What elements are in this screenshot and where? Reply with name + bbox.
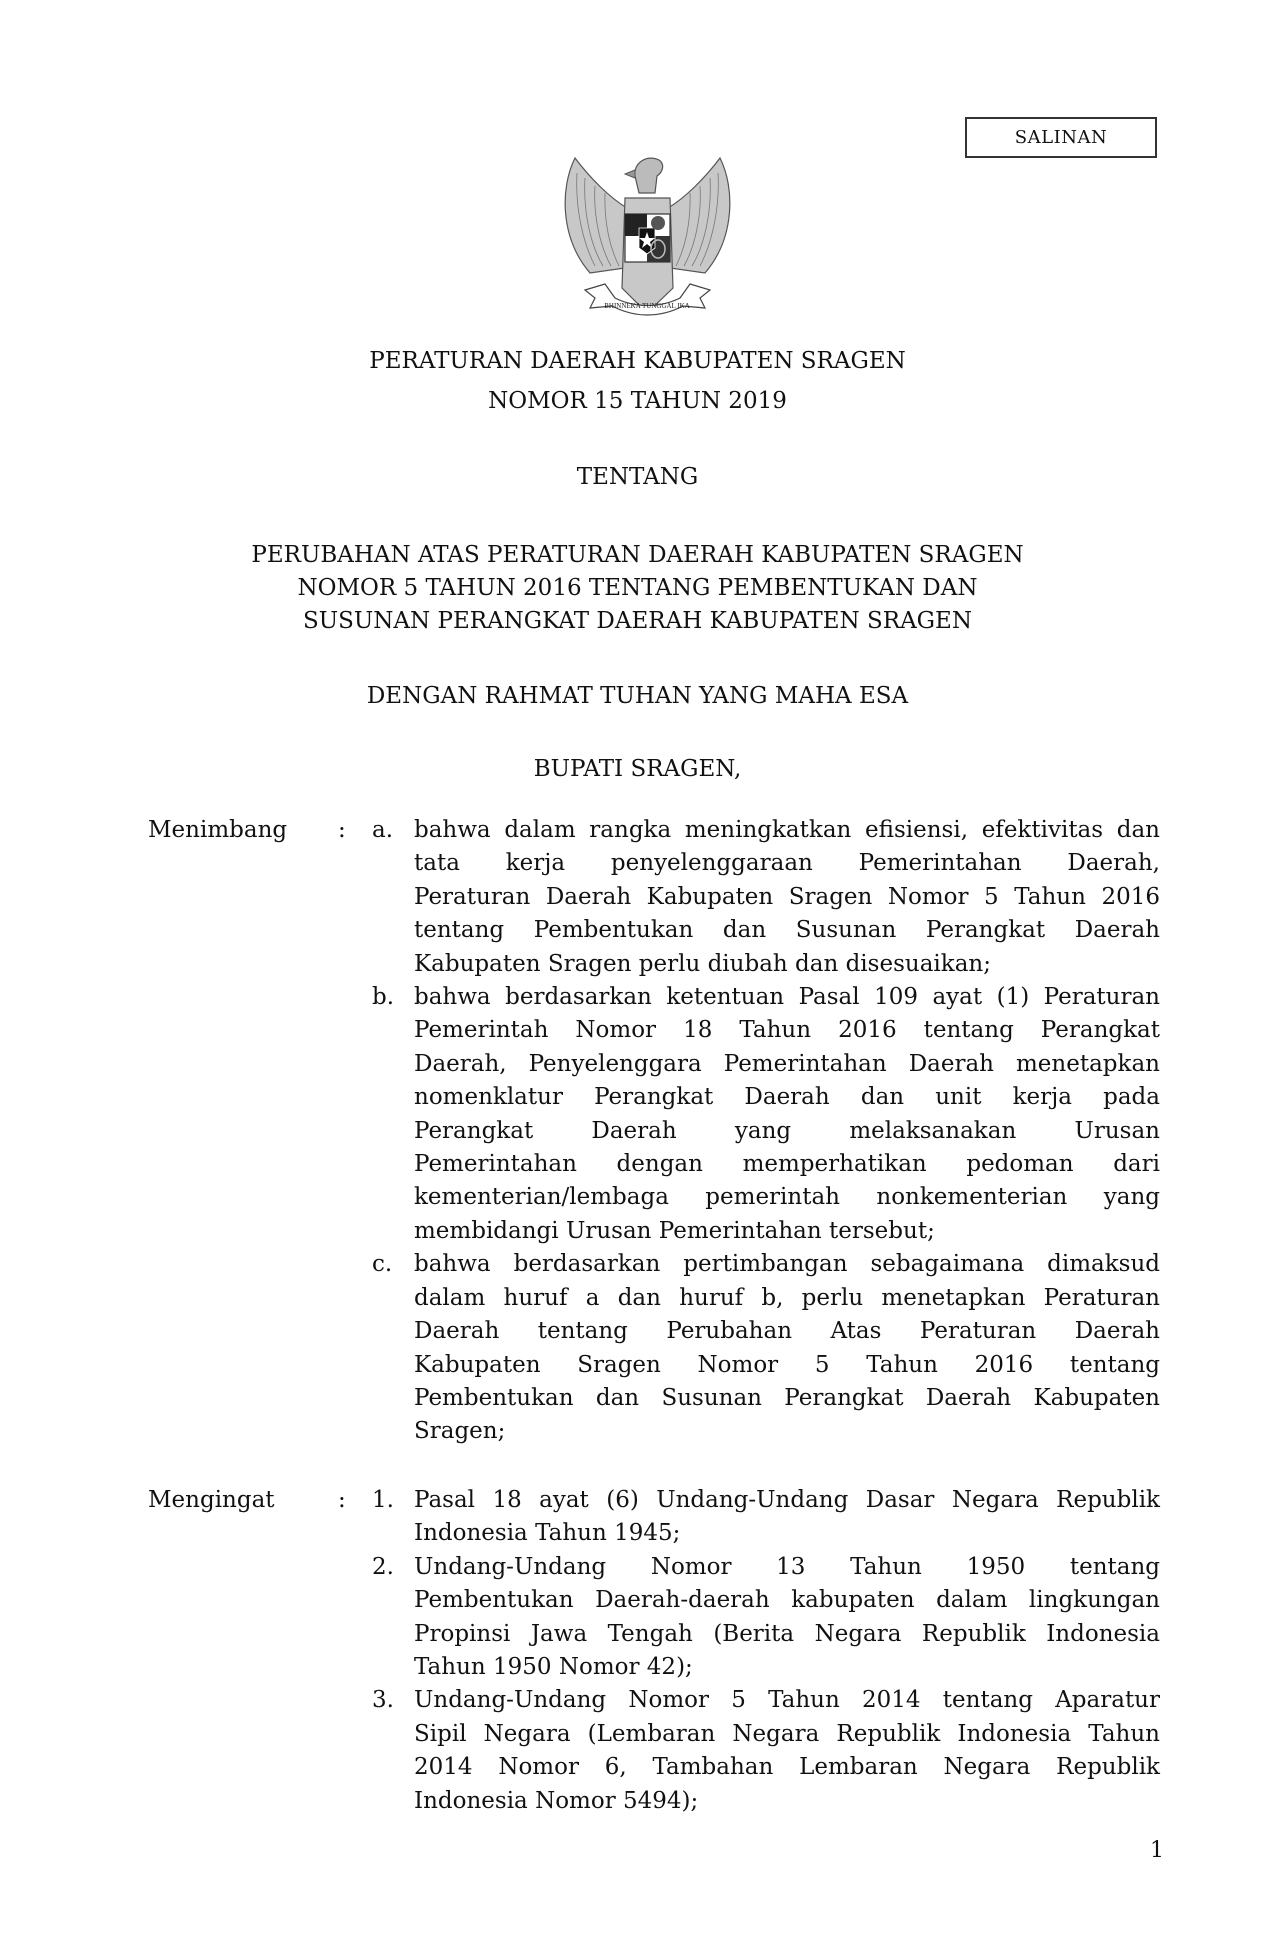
text-line: Tahun 1950 Nomor 42); (414, 1654, 693, 1681)
item-text (414, 1551, 1160, 1685)
item-text (414, 1484, 1160, 1551)
regulation-number: NOMOR 15 TAHUN 2019 (488, 388, 787, 414)
mengingat-item-1 (372, 1484, 1160, 1551)
mengingat-colon: : (338, 1487, 346, 1513)
item-text (414, 1684, 1160, 1818)
text-line: Undang-Undang Nomor 13 Tahun 1950 tentang (414, 1553, 1160, 1580)
menimbang-item-c (372, 1248, 1160, 1448)
text-line: nomenklatur Perangkat Daerah dan unit kerja pada (414, 1084, 1160, 1111)
text-line: Peraturan Daerah Kabupaten Sragen Nomor 5 Tahun 2016 (414, 883, 1160, 910)
item-marker: c. (372, 1251, 393, 1278)
item-text (414, 1248, 1160, 1448)
subject-line-2: NOMOR 5 TAHUN 2016 TENTANG PEMBENTUKAN DAN (297, 575, 978, 601)
authority: BUPATI SRAGEN, (533, 756, 742, 782)
text-line: Sragen; (414, 1418, 506, 1445)
text-line: bahwa berdasarkan ketentuan Pasal 109 ayat (1) Peraturan (414, 984, 1160, 1011)
svg-text:BHINNEKA TUNGGAL IKA: BHINNEKA TUNGGAL IKA (604, 302, 690, 310)
item-marker: 1. (372, 1487, 394, 1513)
text-line: Daerah tentang Perubahan Atas Peraturan Daerah (414, 1318, 1160, 1345)
text-line: Sipil Negara (Lembaran Negara Republik Indonesia Tahun (414, 1720, 1160, 1747)
text-line: bahwa dalam rangka meningkatkan efisiensi, efektivitas dan (414, 817, 1160, 843)
text-line: Kabupaten Sragen Nomor 5 Tahun 2016 tentang (414, 1351, 1160, 1378)
garuda-emblem-icon (555, 148, 740, 326)
salinan-label: SALINAN (1014, 127, 1108, 148)
item-marker: a. (372, 817, 394, 843)
text-line: Indonesia Tahun 1945; (414, 1520, 681, 1547)
text-line: tata kerja penyelenggaraan Pemerintahan Daerah, (414, 850, 1160, 877)
about-heading: TENTANG (576, 464, 699, 490)
item-marker: b. (372, 984, 395, 1011)
mengingat-label: Mengingat (148, 1487, 275, 1513)
page-number: 1 (1150, 1838, 1164, 1863)
subject-line-1: PERUBAHAN ATAS PERATURAN DAERAH KABUPATEN SRAGEN (251, 542, 1024, 568)
menimbang-label: Menimbang (148, 817, 288, 843)
text-line: kementerian/lembaga pemerintah nonkementerian yang (414, 1184, 1160, 1211)
text-line: Daerah, Penyelenggara Pemerintahan Daerah menetapkan (414, 1050, 1160, 1077)
item-text (414, 814, 1160, 981)
salinan-stamp (965, 117, 1157, 158)
text-line: 2014 Nomor 6, Tambahan Lembaran Negara Republik (414, 1754, 1160, 1781)
text-line: bahwa berdasarkan pertimbangan sebagaimana dimaksud (414, 1251, 1160, 1278)
text-line: dalam huruf a dan huruf b, perlu menetapkan Peraturan (414, 1284, 1160, 1311)
text-line: Pembentukan Daerah-daerah kabupaten dalam lingkungan (414, 1587, 1160, 1614)
menimbang-section (148, 814, 1160, 1449)
invocation: DENGAN RAHMAT TUHAN YANG MAHA ESA (366, 683, 909, 709)
item-marker: 3. (372, 1687, 394, 1714)
menimbang-item-b (372, 981, 1160, 1248)
item-text (414, 981, 1160, 1248)
mengingat-item-2 (372, 1551, 1160, 1685)
text-line: Pemerintahan dengan memperhatikan pedoman dari (414, 1151, 1160, 1178)
menimbang-colon: : (338, 817, 346, 843)
text-line: Pembentukan dan Susunan Perangkat Daerah Kabupaten (414, 1384, 1160, 1411)
text-line: tentang Pembentukan dan Susunan Perangkat Daerah (414, 917, 1160, 944)
text-line: Kabupaten Sragen perlu diubah dan disesuaikan; (414, 950, 991, 977)
text-line: Pemerintah Nomor 18 Tahun 2016 tentang Perangkat (414, 1017, 1160, 1044)
menimbang-item-a (372, 814, 1160, 981)
text-line: Undang-Undang Nomor 5 Tahun 2014 tentang Aparatur (414, 1687, 1160, 1714)
mengingat-section (148, 1484, 1160, 1818)
regulation-title: PERATURAN DAERAH KABUPATEN SRAGEN (369, 348, 906, 374)
text-line: Perangkat Daerah yang melaksanakan Urusan (414, 1117, 1160, 1144)
text-line: Propinsi Jawa Tengah (Berita Negara Republik Indonesia (414, 1620, 1160, 1647)
subject-line-3: SUSUNAN PERANGKAT DAERAH KABUPATEN SRAGEN (303, 608, 972, 634)
text-line: Indonesia Nomor 5494); (414, 1787, 699, 1814)
text-line: membidangi Urusan Pemerintahan tersebut; (414, 1217, 935, 1244)
text-line: Pasal 18 ayat (6) Undang-Undang Dasar Negara Republik (414, 1487, 1160, 1513)
item-marker: 2. (372, 1553, 394, 1580)
mengingat-item-3 (372, 1684, 1160, 1818)
